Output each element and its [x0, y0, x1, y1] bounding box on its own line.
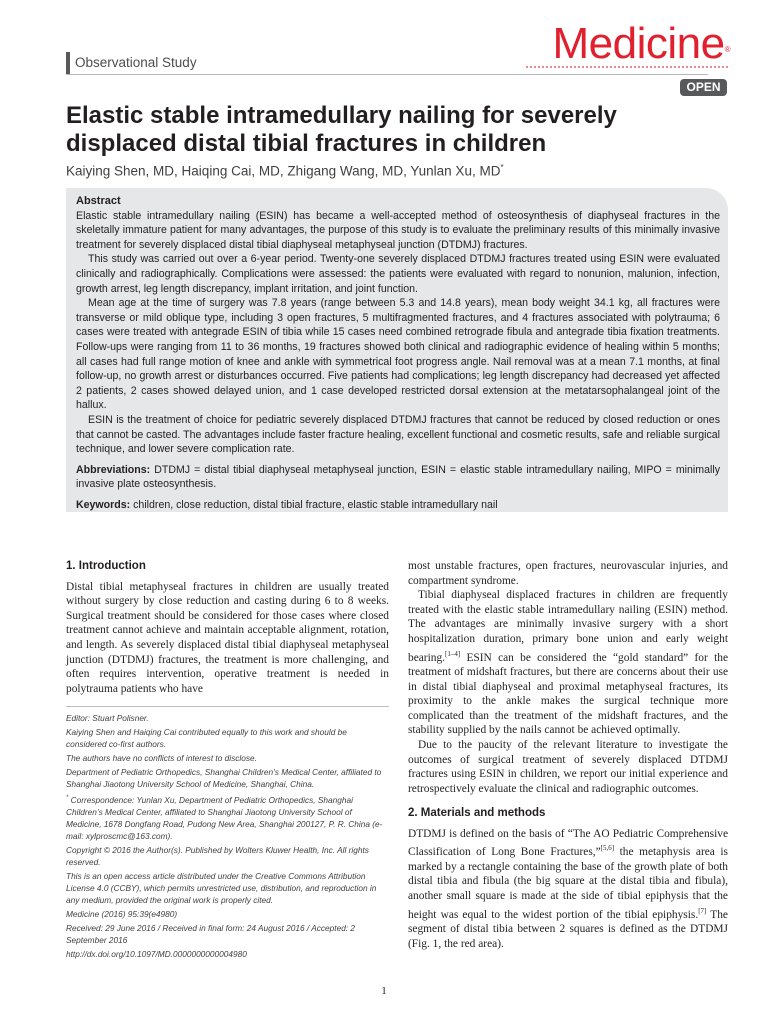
footnote-affiliation: Department of Pediatric Orthopedics, Shanghai Children’s Medical Center, affiliated to Shanghai Jiaotong University School of Medicine, Shanghai, China. [66, 767, 382, 789]
introduction-paragraph: Due to the paucity of the relevant literature to investigate the outcomes of surgical treatment of severely displaced DTDMJ fractures using ESIN in children, we report our initial experience and retrospectively evaluate the clinical and radiographic outcomes. [408, 738, 728, 795]
introduction-paragraph-continued: most unstable fractures, open fractures, neurovascular injuries, and compartment syndrome. [408, 560, 728, 587]
keywords-label: Keywords: [76, 498, 131, 511]
introduction-paragraph [408, 588, 728, 738]
footnotes [66, 712, 389, 962]
introduction-paragraph: Distal tibial metaphyseal fractures in children are usually treated without surgery by close reduction and casting during 6 to 8 weeks. Surgical treatment should be considered for those cases where closed treatment cannot achieve and maintain acceptable alignment, rotation, and length. As severely displaced distal tibial diaphyseal metaphyseal junction (DTDMJ) fractures, the treatment is more challenging, and often requires intervention, operative treatment is needed in polytrauma patients who have [66, 580, 389, 695]
footnote-correspondence [66, 792, 389, 842]
footnote-license: This is an open access article distributed under the Creative Commons Attribution License 4.0 (CCBY), which permits unrestricted use, distribution, and reproduction in any medium, provided the original work is properly cited. [66, 870, 377, 905]
keywords [76, 498, 720, 513]
correspondence-mark: * [66, 795, 69, 801]
right-column [408, 559, 728, 951]
footnote-divider [66, 706, 389, 707]
footnote-citation: Medicine (2016) 95:39(e4980) [66, 908, 178, 919]
open-access-badge: OPEN [680, 79, 727, 96]
citation-ref[interactable]: [7] [698, 906, 707, 915]
abbreviations-label: Abbreviations: [76, 463, 151, 476]
footnote-cofirst: Kaiying Shen and Haiqing Cai contributed equally to this work and should be considered co-first authors. [66, 727, 347, 749]
abstract-paragraph: Elastic stable intramedullary nailing (ESIN) has became a well-accepted method of osteosynthesis of diaphyseal fractures in the skeletally immature patient for many advantages, the purpose of this study is to evaluate the preliminary results of this minimally invasive treatment for severely displaced distal tibial diaphyseal metaphyseal junction (DTDMJ) fractures. [76, 209, 720, 251]
paragraph-text: ESIN can be considered the “gold standard” for the treatment of midshaft fractures, but there are concerns about their use in distal tibial diaphyseal and proximal metaphyseal fractures, its proximity to the ankle makes the surgical technique more complicated than the treatment of the midshaft fractures, and the stability supplied by the nails cannot be achieved optimally. [408, 651, 728, 737]
abbreviations [76, 463, 720, 492]
footnote-copyright: Copyright © 2016 the Author(s). Published by Wolters Kluwer Health, Inc. All rights reserved. [66, 844, 369, 867]
methods-paragraph [408, 827, 728, 951]
page-number: 1 [381, 985, 387, 997]
abbreviations-text: DTDMJ = distal tibial diaphyseal metaphyseal junction, ESIN = elastic stable intramedullary nailing, MIPO = minimally invasive plate osteosynthesis. [76, 463, 720, 491]
paragraph-text: Tibial diaphyseal displaced fractures in children are frequently treated with the elastic stable intramedullary nailing (ESIN) method. The advantages are minimally invasive surgery with a short hospitalization duration, primary bone union and early weight bearing. [408, 589, 728, 664]
citation-ref[interactable]: [5,6] [600, 844, 615, 853]
author-names: Kaiying Shen, MD, Haiqing Cai, MD, Zhigang Wang, MD, Yunlan Xu, MD [66, 163, 501, 179]
abstract-paragraph: This study was carried out over a 6-year period. Twenty-one severely displaced DTDMJ fractures treated using ESIN were evaluated clinically and radiographically. Complications were assessed: the patients were evaluated with regard to nonunion, malunion, infection, growth arrest, leg length discrepancy, implant irritation, and joint function. [76, 253, 720, 295]
abstract-heading: Abstract [76, 195, 121, 207]
header-divider [66, 74, 708, 75]
registered-mark: ® [724, 45, 730, 54]
abstract-content [76, 194, 720, 512]
footnote-coi: The authors have no conflicts of interest to disclose. [66, 753, 257, 763]
correspondence-text: Correspondence: Yunlan Xu, Department of Pediatric Orthopedics, Shanghai Children’s Medical Center, affiliated to Shanghai Jiaotong University School of Medicine, 1678 Dongfang Road, Pudong New Area, Shanghai 200127, P. R. China (e-mail: xylproscmc@163.com). [66, 794, 383, 841]
introduction-heading: 1. Introduction [66, 560, 146, 572]
left-column [66, 559, 389, 696]
abstract-paragraph: Mean age at the time of surgery was 7.8 years (range between 5.3 and 14.8 years), mean body weight 34.1 kg, all fractures were transverse or mild oblique type, including 3 open fractures, 5 multifragmented fractures, and 4 fractures associated with polytrauma; 6 cases were treated with antegrade ESIN of tibia while 15 cases need combined retrograde fibula and antegrade tibia fixation treatments. Follow-ups were ranging from 11 to 36 months, 19 fractures showed both clinical and radiographic evidence of healing within 5 months; all cases had full range motion of knee and ankle with symmetrical foot progress angle. Nail removal was at a mean 7.1 months, at final follow-up, no growth arrest or disturbances occurred. Five patients had complications; leg length discrepancy had decreased yet affected 2 patients, 2 cases showed delayed union, and 1 case developed restricted dorsal extension at the metatarsophalangeal joint of the hallux. [76, 297, 720, 412]
section-label: Observational Study [66, 52, 197, 74]
logo-dotted-rule [526, 66, 728, 68]
footnote-doi[interactable]: http://dx.doi.org/10.1097/MD.0000000000004980 [66, 948, 247, 959]
keywords-text: children, close reduction, distal tibial fracture, elastic stable intramedullary nail [133, 498, 498, 511]
citation-ref[interactable]: [1–4] [445, 649, 461, 658]
journal-logo [553, 20, 731, 68]
journal-logo-text: Medicine [552, 19, 725, 68]
abstract-paragraph: ESIN is the treatment of choice for pediatric severely displaced DTDMJ fractures that cannot be reduced by closed reduction or ones that cannot be casted. The advantages include faster fracture healing, excellent functional and cosmetic results, safe and reliable surgical technique, and lower severe complication rate. [76, 413, 720, 456]
paragraph-text: DTDMJ is defined on the basis of “The AO Pediatric Comprehensive Classification of Long Bone Fractures,” [408, 827, 728, 859]
footnote-editor: Editor: Stuart Polisner. [66, 713, 149, 723]
methods-heading: 2. Materials and methods [408, 807, 546, 820]
paragraph-text: The segment of distal tibia between 2 squares is defined as the DTDMJ (Fig. 1, the red area). [408, 908, 728, 950]
article-title: Elastic stable intramedullary nailing for severely displaced distal tibial fractures in children [66, 102, 617, 157]
corresponding-author-mark: * [500, 163, 504, 172]
author-list [66, 163, 504, 179]
paragraph-text: the metaphysis area is marked by a rectangle containing the base of the growth plate of both distal tibia and fibula (the big square at the distal tibia and fibula), another small square is made at the side of tibial epiphysis that the height was equal to the widest portion of the tibial epiphysis. [408, 846, 728, 921]
footnote-dates: Received: 29 June 2016 / Received in final form: 24 August 2016 / Accepted: 2 September 2016 [66, 922, 356, 945]
